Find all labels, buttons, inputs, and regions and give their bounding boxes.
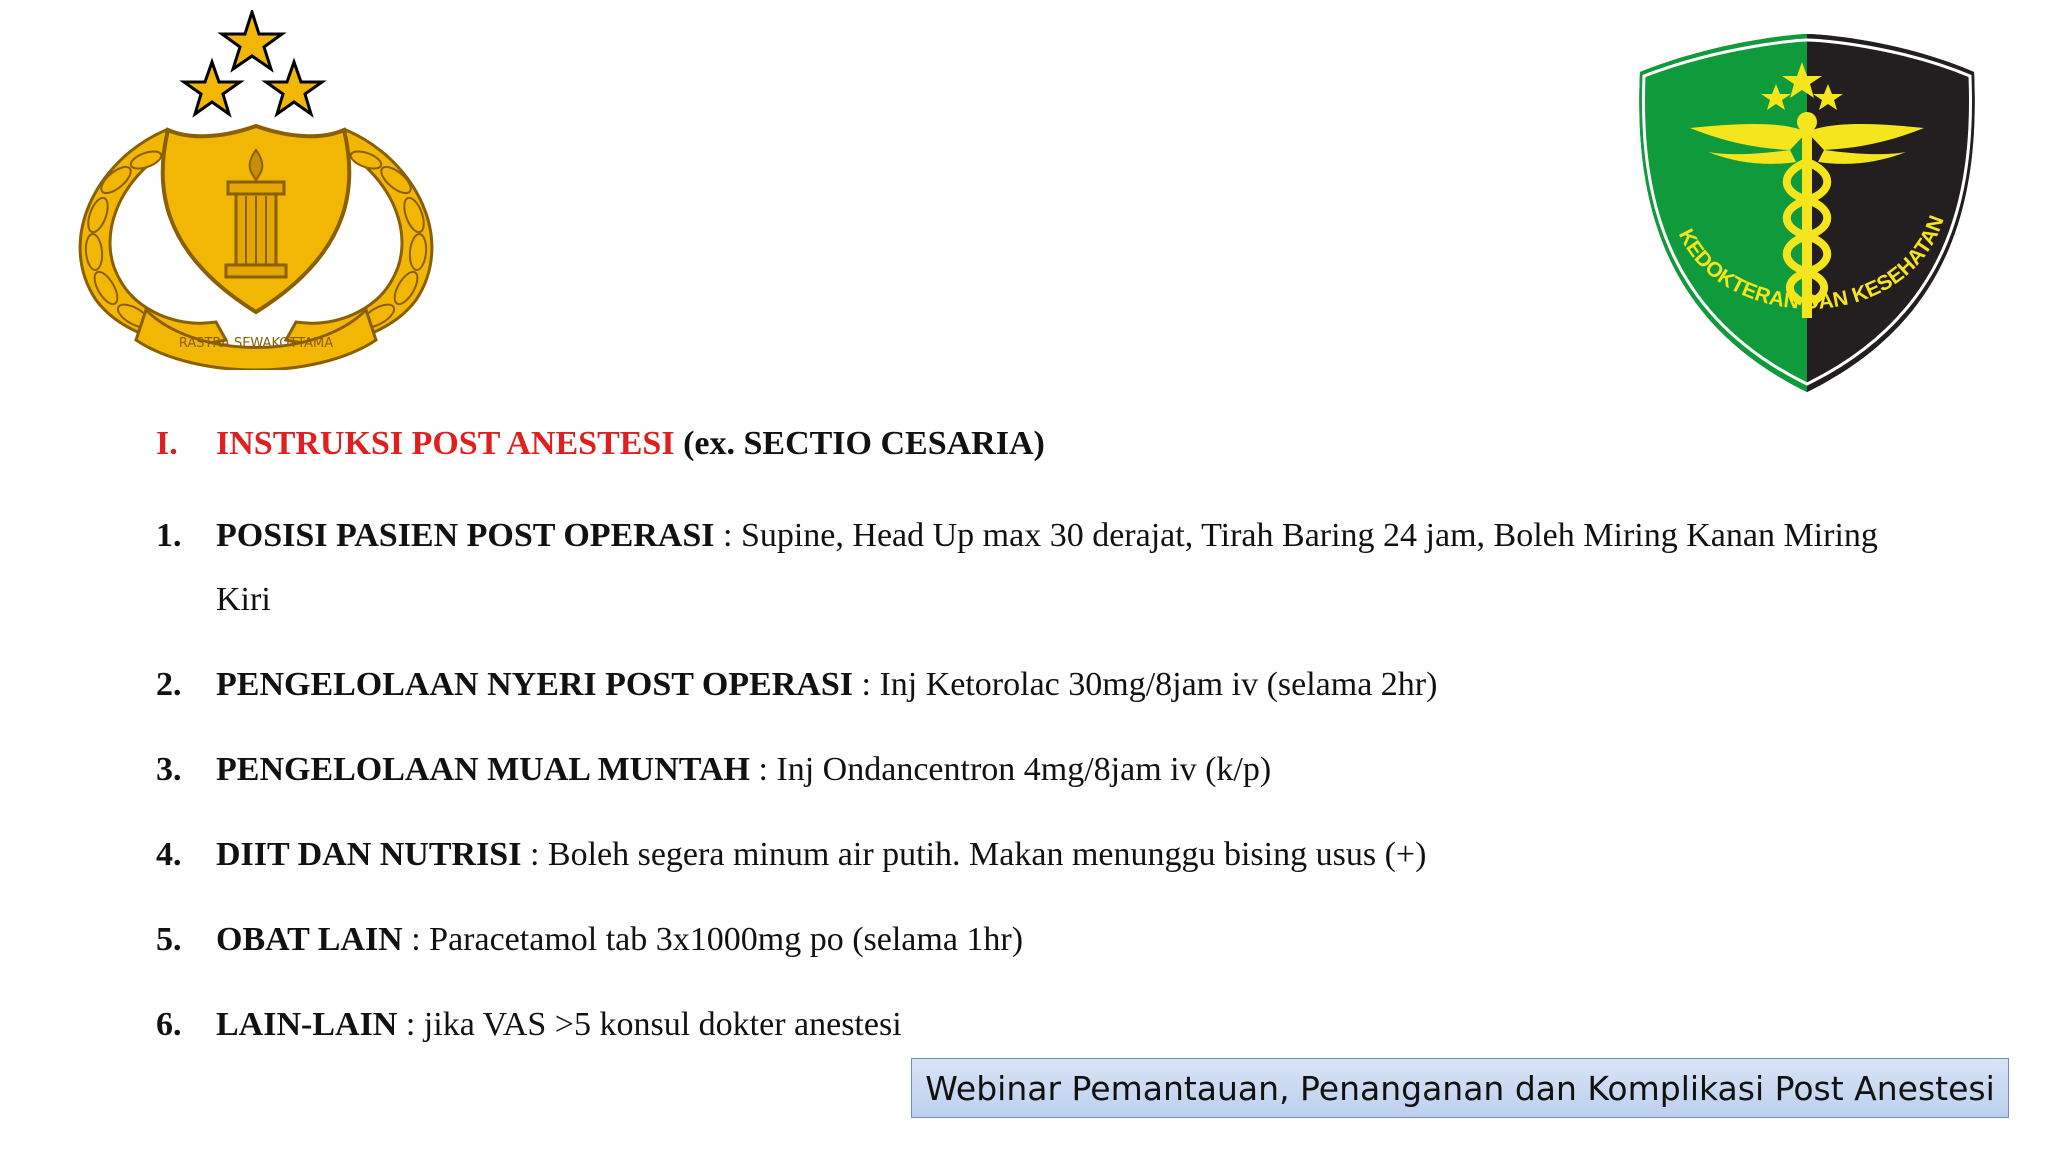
- item-number: 5.: [156, 921, 182, 958]
- list-item: [156, 993, 1916, 1057]
- item-body: [216, 908, 1916, 972]
- item-body: [216, 738, 1916, 802]
- item-text: : Inj Ondancentron 4mg/8jam iv (k/p): [749, 751, 1272, 788]
- polri-motto-text: RASTRA SEWAKOTTAMA: [178, 336, 334, 351]
- item-text: : jika VAS >5 konsul dokter anestesi: [397, 1006, 902, 1043]
- item-text: : Boleh segera minum air putih. Makan menunggu bising usus (+): [521, 836, 1427, 873]
- item-body: [216, 653, 1916, 717]
- list-item: [156, 504, 1916, 632]
- item-number: 1.: [156, 517, 182, 554]
- item-number: 3.: [156, 751, 182, 788]
- item-number: 4.: [156, 836, 182, 873]
- item-number: 2.: [156, 666, 182, 703]
- list-item: [156, 653, 1916, 717]
- item-label: PENGELOLAAN NYERI POST OPERASI: [216, 666, 853, 703]
- kedokteran-shield-icon: [1630, 32, 1984, 398]
- item-text: : Supine, Head Up max 30 derajat, Tirah Baring 24 jam, Boleh Miring Kanan Miring Kiri: [216, 517, 1878, 618]
- list-item: [156, 823, 1916, 887]
- item-body: [216, 993, 1916, 1057]
- item-number: 6.: [156, 1006, 182, 1043]
- list-item: [156, 738, 1916, 802]
- polri-emblem-logo: [56, 10, 456, 370]
- item-label: LAIN-LAIN: [216, 1006, 398, 1043]
- shield-motto-text: KEDOKTERAN DAN KESEHATAN: [1673, 212, 1949, 314]
- list-item: [156, 908, 1916, 972]
- item-label: DIIT DAN NUTRISI: [216, 836, 522, 873]
- item-label: PENGELOLAAN MUAL MUNTAH: [216, 751, 750, 788]
- footer-text: Webinar Pemantauan, Penanganan dan Komplikasi Post Anestesi: [925, 1068, 1995, 1108]
- item-text: : Inj Ketorolac 30mg/8jam iv (selama 2hr): [853, 666, 1438, 703]
- polri-emblem-icon: [56, 10, 456, 370]
- section-number: I.: [156, 425, 178, 462]
- kedokteran-dan-kesehatan-logo: [1630, 32, 1984, 398]
- item-body: [216, 504, 1916, 632]
- footer-banner: [911, 1058, 2009, 1118]
- item-label: OBAT LAIN: [216, 921, 403, 958]
- item-text: : Paracetamol tab 3x1000mg po (selama 1hr): [402, 921, 1024, 958]
- section-title-rest: (ex. SECTIO CESARIA): [674, 425, 1045, 462]
- item-label: POSISI PASIEN POST OPERASI: [216, 517, 715, 554]
- instructions-content: [156, 420, 1916, 1078]
- section-heading: [156, 420, 1916, 468]
- item-body: [216, 823, 1916, 887]
- section-title-red: INSTRUKSI POST ANESTESI: [216, 425, 675, 462]
- section-title: [216, 420, 1045, 468]
